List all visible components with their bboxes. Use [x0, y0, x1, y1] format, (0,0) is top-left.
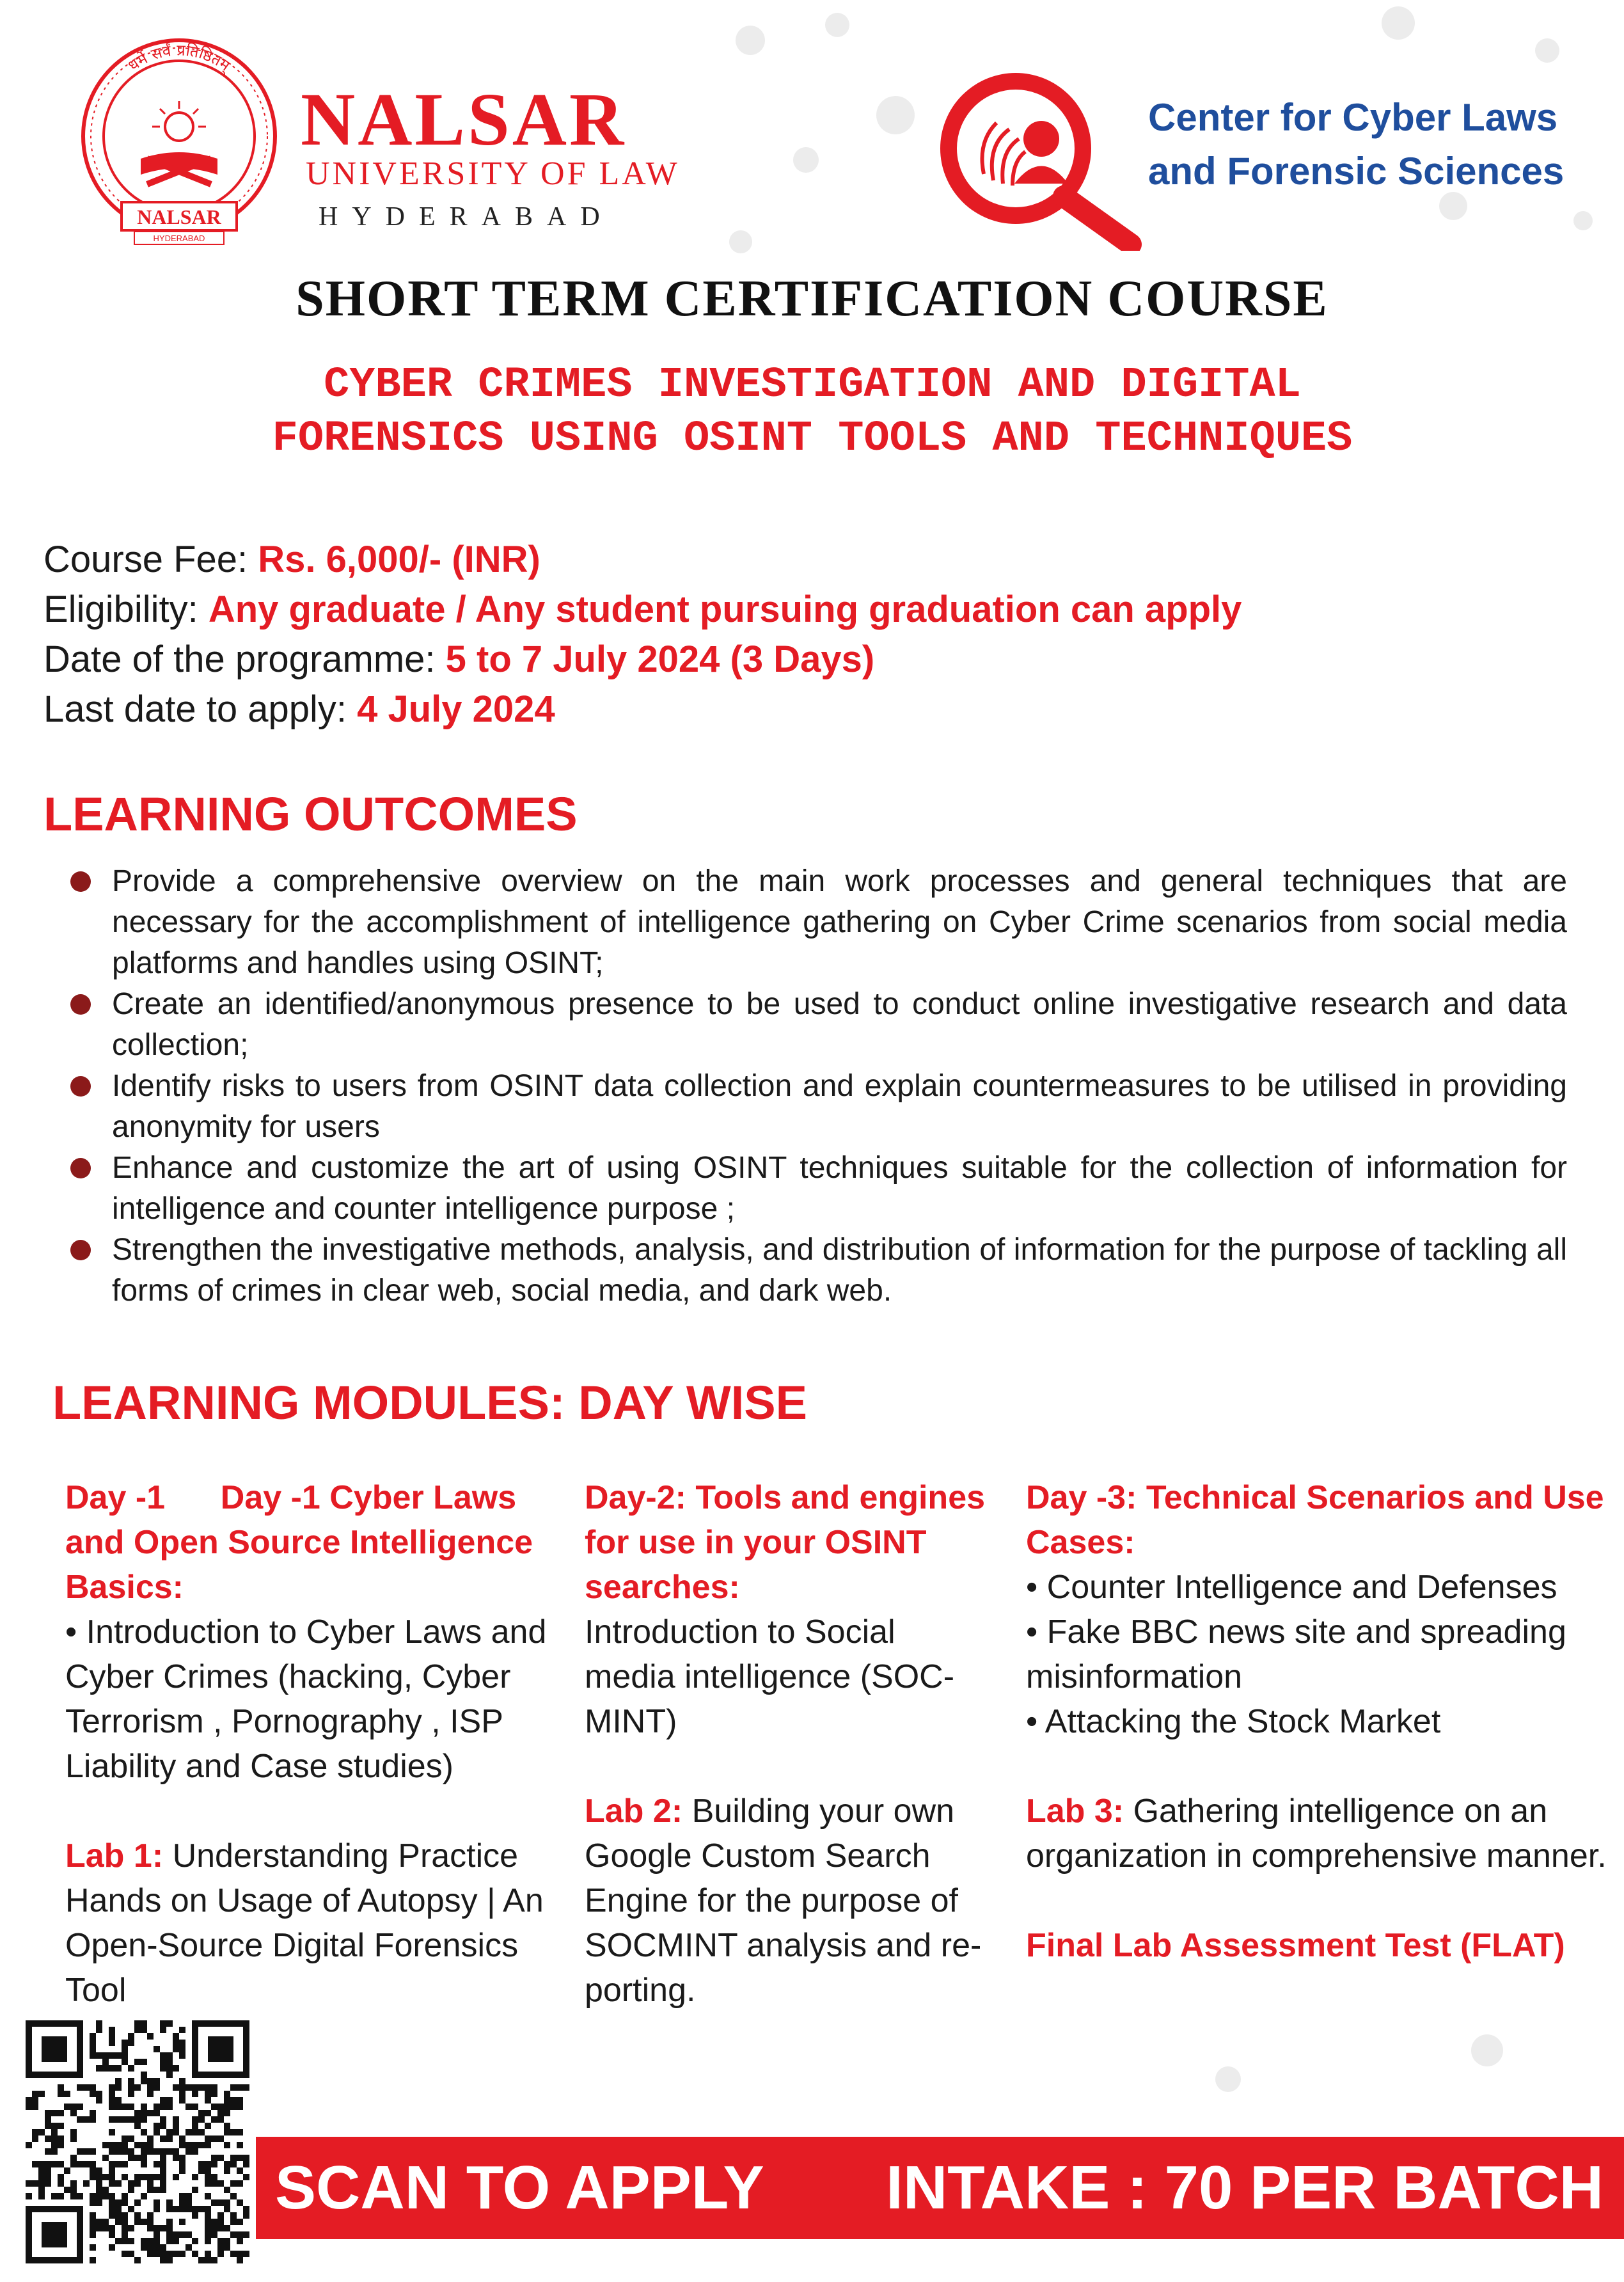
- intake-label: INTAKE : 70 PER BATCH: [886, 2153, 1604, 2222]
- nalsar-university: UNIVERSITY OF LAW: [306, 155, 680, 192]
- course-fee-value: Rs. 6,000/- (INR): [258, 539, 540, 580]
- course-info: [43, 535, 1242, 734]
- last-date-label: Last date to apply:: [43, 688, 358, 730]
- background-dot: [1215, 2066, 1241, 2092]
- eligibility-value: Any graduate / Any student pursuing graduation can apply: [208, 589, 1242, 630]
- final-assessment: Final Lab Assessment Test (FLAT): [1026, 1927, 1565, 1964]
- background-dot: [1382, 6, 1415, 40]
- programme-date-label: Date of the programme:: [43, 638, 446, 680]
- day2-lab: [585, 1789, 994, 2013]
- outcome-text: Identify risks to users from OSINT data collection and explain countermeasures to be utilised in providing anonymity for users: [112, 1069, 1567, 1144]
- day2-body: Introduction to Social media intelligence (SOC-MINT): [585, 1613, 955, 1740]
- module-day1: [65, 1475, 571, 2013]
- day3-bullet: • Fake BBC news site and spreading misinformation: [1026, 1613, 1566, 1695]
- outcome-text: Create an identified/anonymous presence to be used to conduct online investigative research and data collection;: [112, 987, 1567, 1062]
- eligibility-label: Eligibility:: [43, 589, 209, 630]
- outcome-item: [70, 861, 1567, 984]
- nalsar-city: HYDERABAD: [319, 202, 614, 232]
- scan-to-apply-label[interactable]: SCAN TO APPLY: [275, 2153, 764, 2222]
- module-day2: [585, 1475, 994, 2013]
- lab1-label: Lab 1:: [65, 1837, 164, 1874]
- outcomes-list: [70, 861, 1567, 1311]
- background-dot: [1573, 211, 1593, 230]
- outcome-text: Enhance and customize the art of using OSINT techniques suitable for the collection of information for intelligence and counter intelligence purpose ;: [112, 1151, 1567, 1226]
- last-date-value: 4 July 2024: [357, 688, 555, 730]
- background-dot: [793, 147, 819, 173]
- background-dot: [825, 13, 849, 37]
- modules-heading: LEARNING MODULES: DAY WISE: [52, 1376, 807, 1429]
- eligibility-row: [43, 585, 1242, 635]
- day3-bullet: • Attacking the Stock Market: [1026, 1703, 1441, 1740]
- lab3-label: Lab 3:: [1026, 1793, 1124, 1830]
- background-dot: [1471, 2034, 1503, 2066]
- seal-city-text: HYDERABAD: [153, 234, 205, 243]
- outcome-item: [70, 1148, 1567, 1230]
- nalsar-name: NALSAR: [301, 77, 627, 161]
- course-title: [0, 358, 1624, 466]
- center-name-line1: Center for Cyber Laws: [1148, 96, 1558, 139]
- bullet-icon: [70, 1240, 91, 1260]
- outcome-text: Strengthen the investigative methods, analysis, and distribution of information for the purpose of tackling all forms of crimes in clear web, social media, and dark web.: [112, 1233, 1567, 1308]
- lab2-text: Building your own Google Custom Search Engine for the purpose of SOCMINT analysis and re-porting.: [585, 1793, 982, 2009]
- outcome-text: Provide a comprehensive overview on the main work processes and general techniques that are necessary for the accomplishment of intelligence gathering on Cyber Crime scenarios from social media platforms and handles using OSINT;: [112, 864, 1567, 980]
- last-date-row: [43, 685, 1242, 734]
- center-name: [1148, 91, 1564, 198]
- seal-motto: धर्मे सर्वं प्रतिष्ठितम्: [124, 41, 234, 75]
- bullet-icon: [70, 1158, 91, 1178]
- course-title-line2: FORENSICS USING OSINT TOOLS AND TECHNIQUES: [272, 415, 1353, 463]
- background-dot: [736, 26, 765, 55]
- day3-bullet: • Counter Intelligence and Defenses: [1026, 1569, 1557, 1606]
- programme-date-value: 5 to 7 July 2024 (3 Days): [445, 638, 875, 680]
- bullet-icon: [70, 871, 91, 892]
- day1-body: • Introduction to Cyber Laws and Cyber Crimes (hacking, Cyber Terrorism , Pornography , ISP Liability and Case studies): [65, 1613, 547, 1785]
- lab3-text: Gathering intelligence on an organization in comprehensive manner.: [1026, 1793, 1607, 1874]
- outcome-item: [70, 1066, 1567, 1148]
- day3-lab: [1026, 1789, 1621, 1878]
- day2-heading: Day-2: Tools and engines for use in your OSINT searches:: [585, 1479, 986, 1606]
- lab1-text: Understanding Practice Hands on Usage of Autopsy | An Open-Source Digital Forensics Tool: [65, 1837, 544, 2009]
- course-fee-row: [43, 535, 1242, 585]
- day1-lab: [65, 1834, 571, 2013]
- course-type: SHORT TERM CERTIFICATION COURSE: [296, 271, 1328, 327]
- module-day3: [1026, 1475, 1621, 1968]
- bullet-icon: [70, 994, 91, 1015]
- day3-heading: Day -3: Technical Scenarios and Use Cases:: [1026, 1479, 1604, 1561]
- center-name-line2: and Forensic Sciences: [1148, 150, 1565, 193]
- seal-banner-text: NALSAR: [137, 205, 221, 228]
- background-dot: [876, 96, 915, 134]
- programme-date-row: [43, 635, 1242, 685]
- course-fee-label: Course Fee:: [43, 539, 258, 580]
- course-title-line1: CYBER CRIMES INVESTIGATION AND DIGITAL: [324, 361, 1301, 409]
- lab2-label: Lab 2:: [585, 1793, 683, 1830]
- outcome-item: [70, 1230, 1567, 1311]
- background-dot: [729, 230, 752, 253]
- outcome-item: [70, 984, 1567, 1066]
- background-dot: [1535, 38, 1559, 63]
- day1-heading: Day -1 Day -1 Cyber Laws and Open Source Intelligence Basics:: [65, 1479, 542, 1606]
- nalsar-seal-icon: [70, 31, 288, 261]
- outcomes-heading: LEARNING OUTCOMES: [43, 788, 578, 841]
- cyber-forensics-logo-icon: [933, 72, 1144, 251]
- bullet-icon: [70, 1076, 91, 1097]
- qr-code-icon[interactable]: [19, 2014, 256, 2270]
